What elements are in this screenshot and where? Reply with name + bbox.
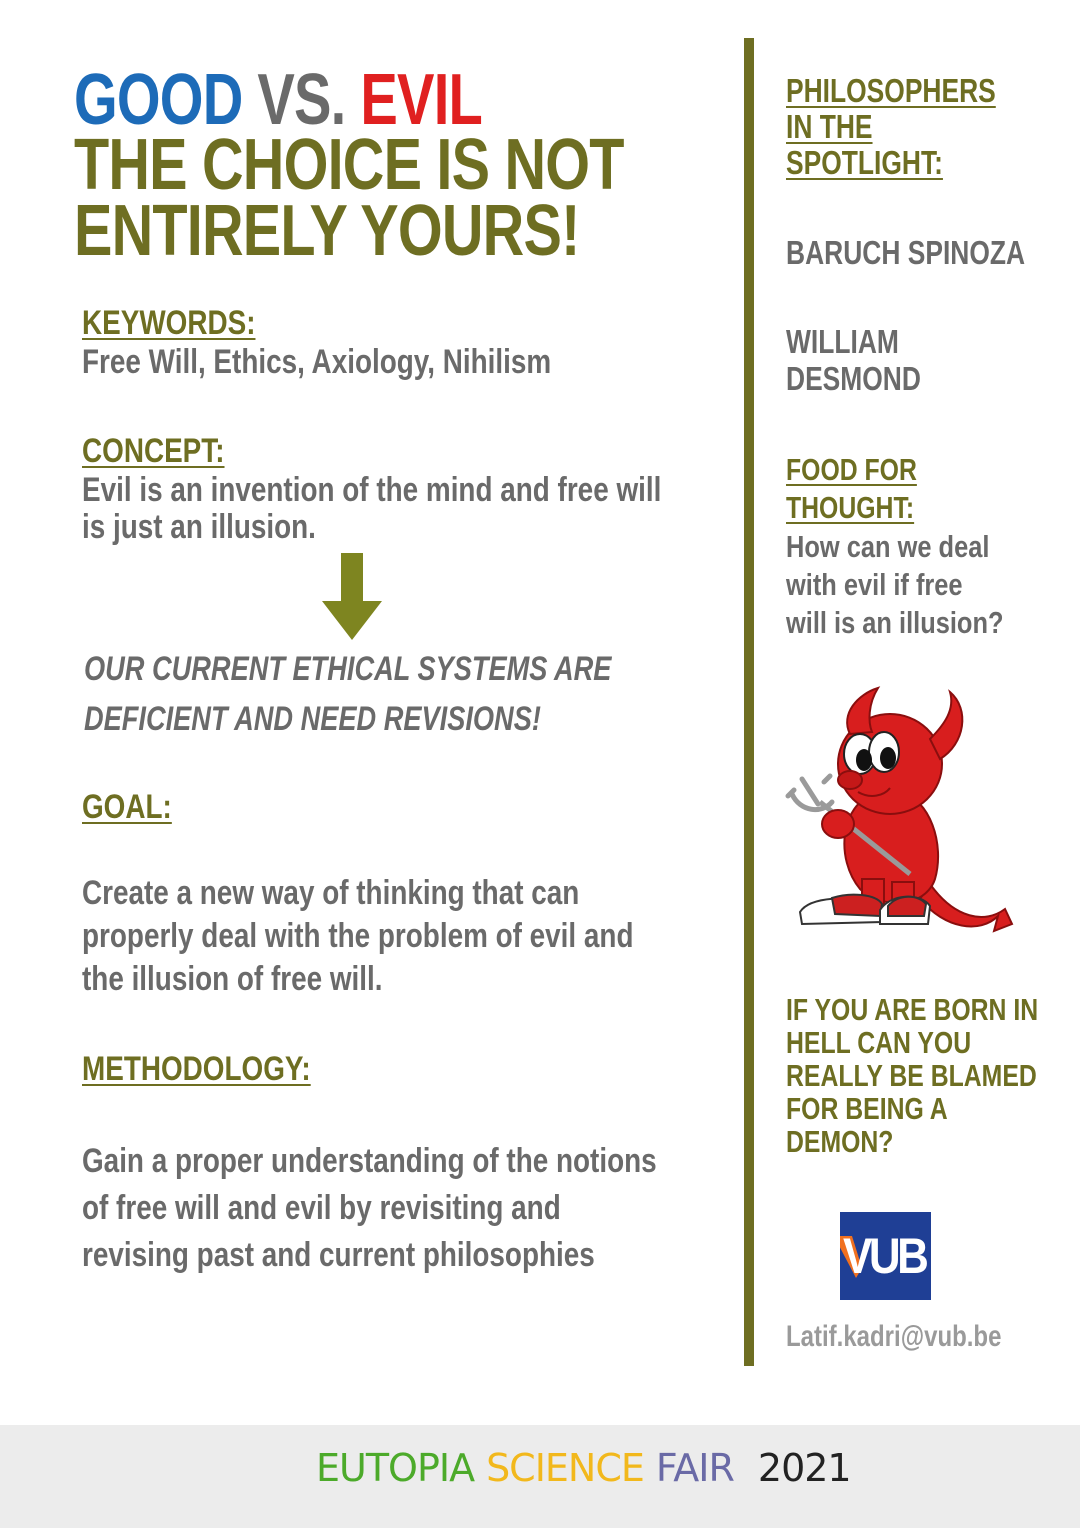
down-arrow-icon — [320, 553, 384, 641]
vub-logo-text: VUB — [843, 1228, 926, 1284]
keywords-text: Free Will, Ethics, Axiology, Nihilism — [82, 343, 552, 381]
philosopher-desmond-line-2: DESMOND — [786, 360, 921, 397]
question-line-2: HELL CAN YOU — [786, 1025, 972, 1060]
concept-heading: CONCEPT: — [82, 432, 225, 470]
title-line-3: ENTIRELY YOURS! — [74, 191, 580, 271]
devil-mascot-illustration — [780, 684, 1020, 946]
methodology-heading: METHODOLOGY: — [82, 1050, 311, 1088]
question-line-1: IF YOU ARE BORN IN — [786, 992, 1039, 1027]
vertical-divider — [744, 38, 754, 1366]
closing-question — [786, 993, 1038, 1158]
title-evil: EVIL — [360, 60, 483, 140]
food-for-thought-text — [786, 528, 1004, 642]
goal-line-1: Create a new way of thinking that can — [82, 874, 580, 912]
goal-line-3: the illusion of free will. — [82, 960, 383, 998]
methodology-line-2: of free will and evil by revisiting and — [82, 1189, 561, 1227]
conclusion-line-1: OUR CURRENT ETHICAL SYSTEMS ARE — [84, 650, 612, 688]
contact-email[interactable]: Latif.kadri@vub.be — [786, 1320, 1002, 1353]
vub-logo — [840, 1212, 931, 1300]
question-line-5: DEMON? — [786, 1124, 894, 1159]
goal-line-2: properly deal with the problem of evil and — [82, 917, 634, 955]
footer-fair: FAIR — [655, 1446, 734, 1490]
food-heading-line-1: FOOD FOR — [786, 452, 917, 487]
philosophers-heading-line-1: PHILOSOPHERS — [786, 72, 996, 109]
footer-year: 2021 — [757, 1446, 851, 1490]
food-heading-line-2: THOUGHT: — [786, 490, 915, 525]
concept-text — [82, 472, 661, 546]
philosopher-desmond-line-1: WILLIAM — [786, 323, 899, 360]
philosophers-heading-line-3: SPOTLIGHT: — [786, 144, 943, 181]
concept-line-1: Evil is an invention of the mind and free will — [82, 471, 662, 509]
philosopher-spinoza: BARUCH SPINOZA — [786, 234, 1026, 271]
title-good: GOOD — [74, 60, 243, 140]
food-text-line-3: will is an illusion? — [786, 605, 1004, 640]
question-line-4: FOR BEING A — [786, 1091, 948, 1126]
footer-science: SCIENCE — [486, 1446, 644, 1490]
food-text-line-2: with evil if free — [786, 567, 963, 602]
methodology-text — [82, 1138, 657, 1279]
question-line-3: REALLY BE BLAMED — [786, 1058, 1037, 1093]
title-subtitle — [74, 125, 624, 271]
goal-heading: GOAL: — [82, 788, 172, 826]
keywords-heading: KEYWORDS: — [82, 304, 256, 342]
philosopher-desmond — [786, 323, 921, 397]
philosophers-heading-line-2: IN THE — [786, 108, 873, 145]
methodology-line-1: Gain a proper understanding of the notions — [82, 1142, 657, 1180]
conclusion-text — [84, 644, 611, 744]
goal-text — [82, 872, 633, 1001]
title-vs: VS. — [257, 60, 346, 140]
conclusion-line-2: DEFICIENT AND NEED REVISIONS! — [84, 700, 541, 738]
food-for-thought-heading — [786, 451, 917, 527]
footer-text — [316, 1446, 863, 1490]
methodology-line-3: revising past and current philosophies — [82, 1236, 595, 1274]
concept-line-2: is just an illusion. — [82, 508, 316, 546]
food-text-line-1: How can we deal — [786, 529, 990, 564]
footer-eutopia: EUTOPIA — [316, 1446, 475, 1490]
philosophers-heading — [786, 73, 996, 181]
title-line-2: THE CHOICE IS NOT — [74, 125, 624, 205]
